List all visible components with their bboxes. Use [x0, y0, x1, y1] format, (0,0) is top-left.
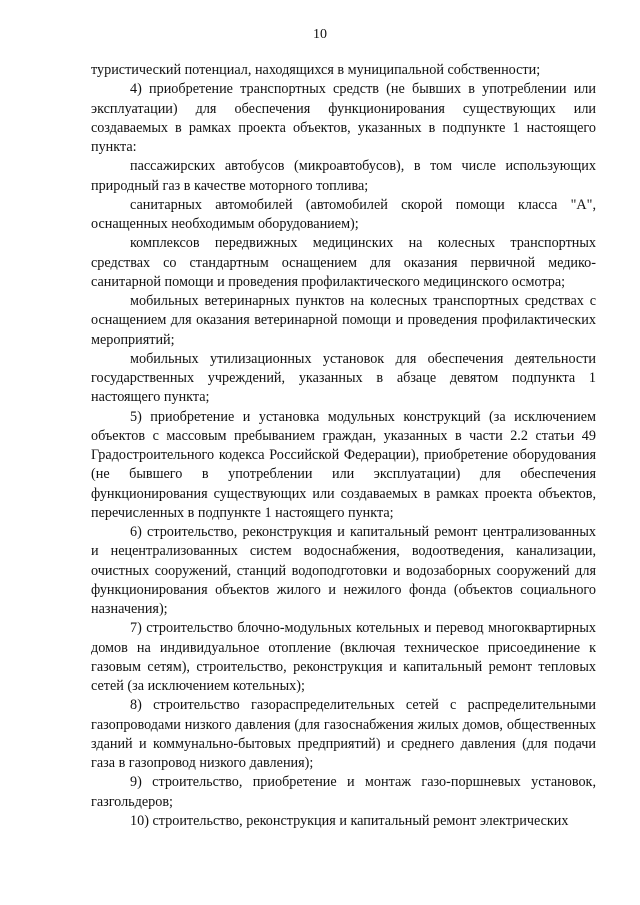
paragraph-utilization-units: мобильных утилизационных установок для обеспечения деятельности государственных учреждений, указанных в абзаце девятом подпункта 1 настоящего пункта; — [91, 350, 596, 406]
paragraph-item-6: 6) строительство, реконструкция и капитальный ремонт централизованных и нецентрализованных систем водоснабжения, водоотведения, канализации, очистных сооружений, станций водоподготовки и водозаборных сооружений для функционирования объектов жилого и нежилого фонда (объектов социального назначения); — [91, 524, 596, 617]
page-number: 10 — [313, 27, 327, 42]
paragraph-item-9: 9) строительство, приобретение и монтаж газо-поршневых установок, газгольдеров; — [91, 774, 596, 810]
paragraph-item-10: 10) строительство, реконструкция и капитальный ремонт электрических — [130, 812, 569, 829]
paragraph-continuation: туристический потенциал, находящихся в муниципальной собственности; — [91, 62, 541, 78]
paragraph-item-8: 8) строительство газораспределительных сетей с распределительными газопроводами низкого давления (для газоснабжения жилых домов, общественных зданий и коммунально-бытовых предприятий) и среднего давления (для подачи газа в газопровод низкого давления); — [91, 697, 596, 771]
paragraph-item-5: 5) приобретение и установка модульных конструкций (за исключением объектов с массовым пребыванием граждан, указанных в части 2.2 статьи 49 Градостроительного кодекса Российской Федерации), приобретение оборудования (не бывшего в употреблении или эксплуатации) для обеспечения функционирования существующих или создаваемых в рамках проекта объектов, перечисленных в подпункте 1 настоящего пункта; — [91, 408, 596, 521]
paragraph-item-4: 4) приобретение транспортных средств (не бывших в употреблении или эксплуатации) для обеспечения функционирования существующих или создаваемых в рамках проекта объектов, указанных в подпункте 1 настоящего пункта: — [91, 81, 596, 155]
paragraph-ambulances: санитарных автомобилей (автомобилей скорой помощи класса "А", оснащенных необходимым оборудованием); — [91, 196, 596, 232]
paragraph-veterinary-points: мобильных ветеринарных пунктов на колесных транспортных средствах с оснащением для оказания ветеринарной помощи и проведения профилактических мероприятий; — [91, 293, 596, 348]
paragraph-item-7: 7) строительство блочно-модульных котельных и перевод многоквартирных домов на индивидуальное отопление (включая техническое присоединение к газовым сетям), строительство, реконструкция и капитальный ремонт тепловых сетей (за исключением котельных); — [91, 620, 596, 694]
document-body — [91, 61, 596, 831]
paragraph-medical-complexes: комплексов передвижных медицинских на колесных транспортных средствах со стандартным оснащением для оказания первичной медико-санитарной помощи и проведения профилактического медицинского осмотра; — [91, 235, 596, 290]
paragraph-buses: пассажирских автобусов (микроавтобусов), в том числе использующих природный газ в качестве моторного топлива; — [91, 158, 596, 194]
